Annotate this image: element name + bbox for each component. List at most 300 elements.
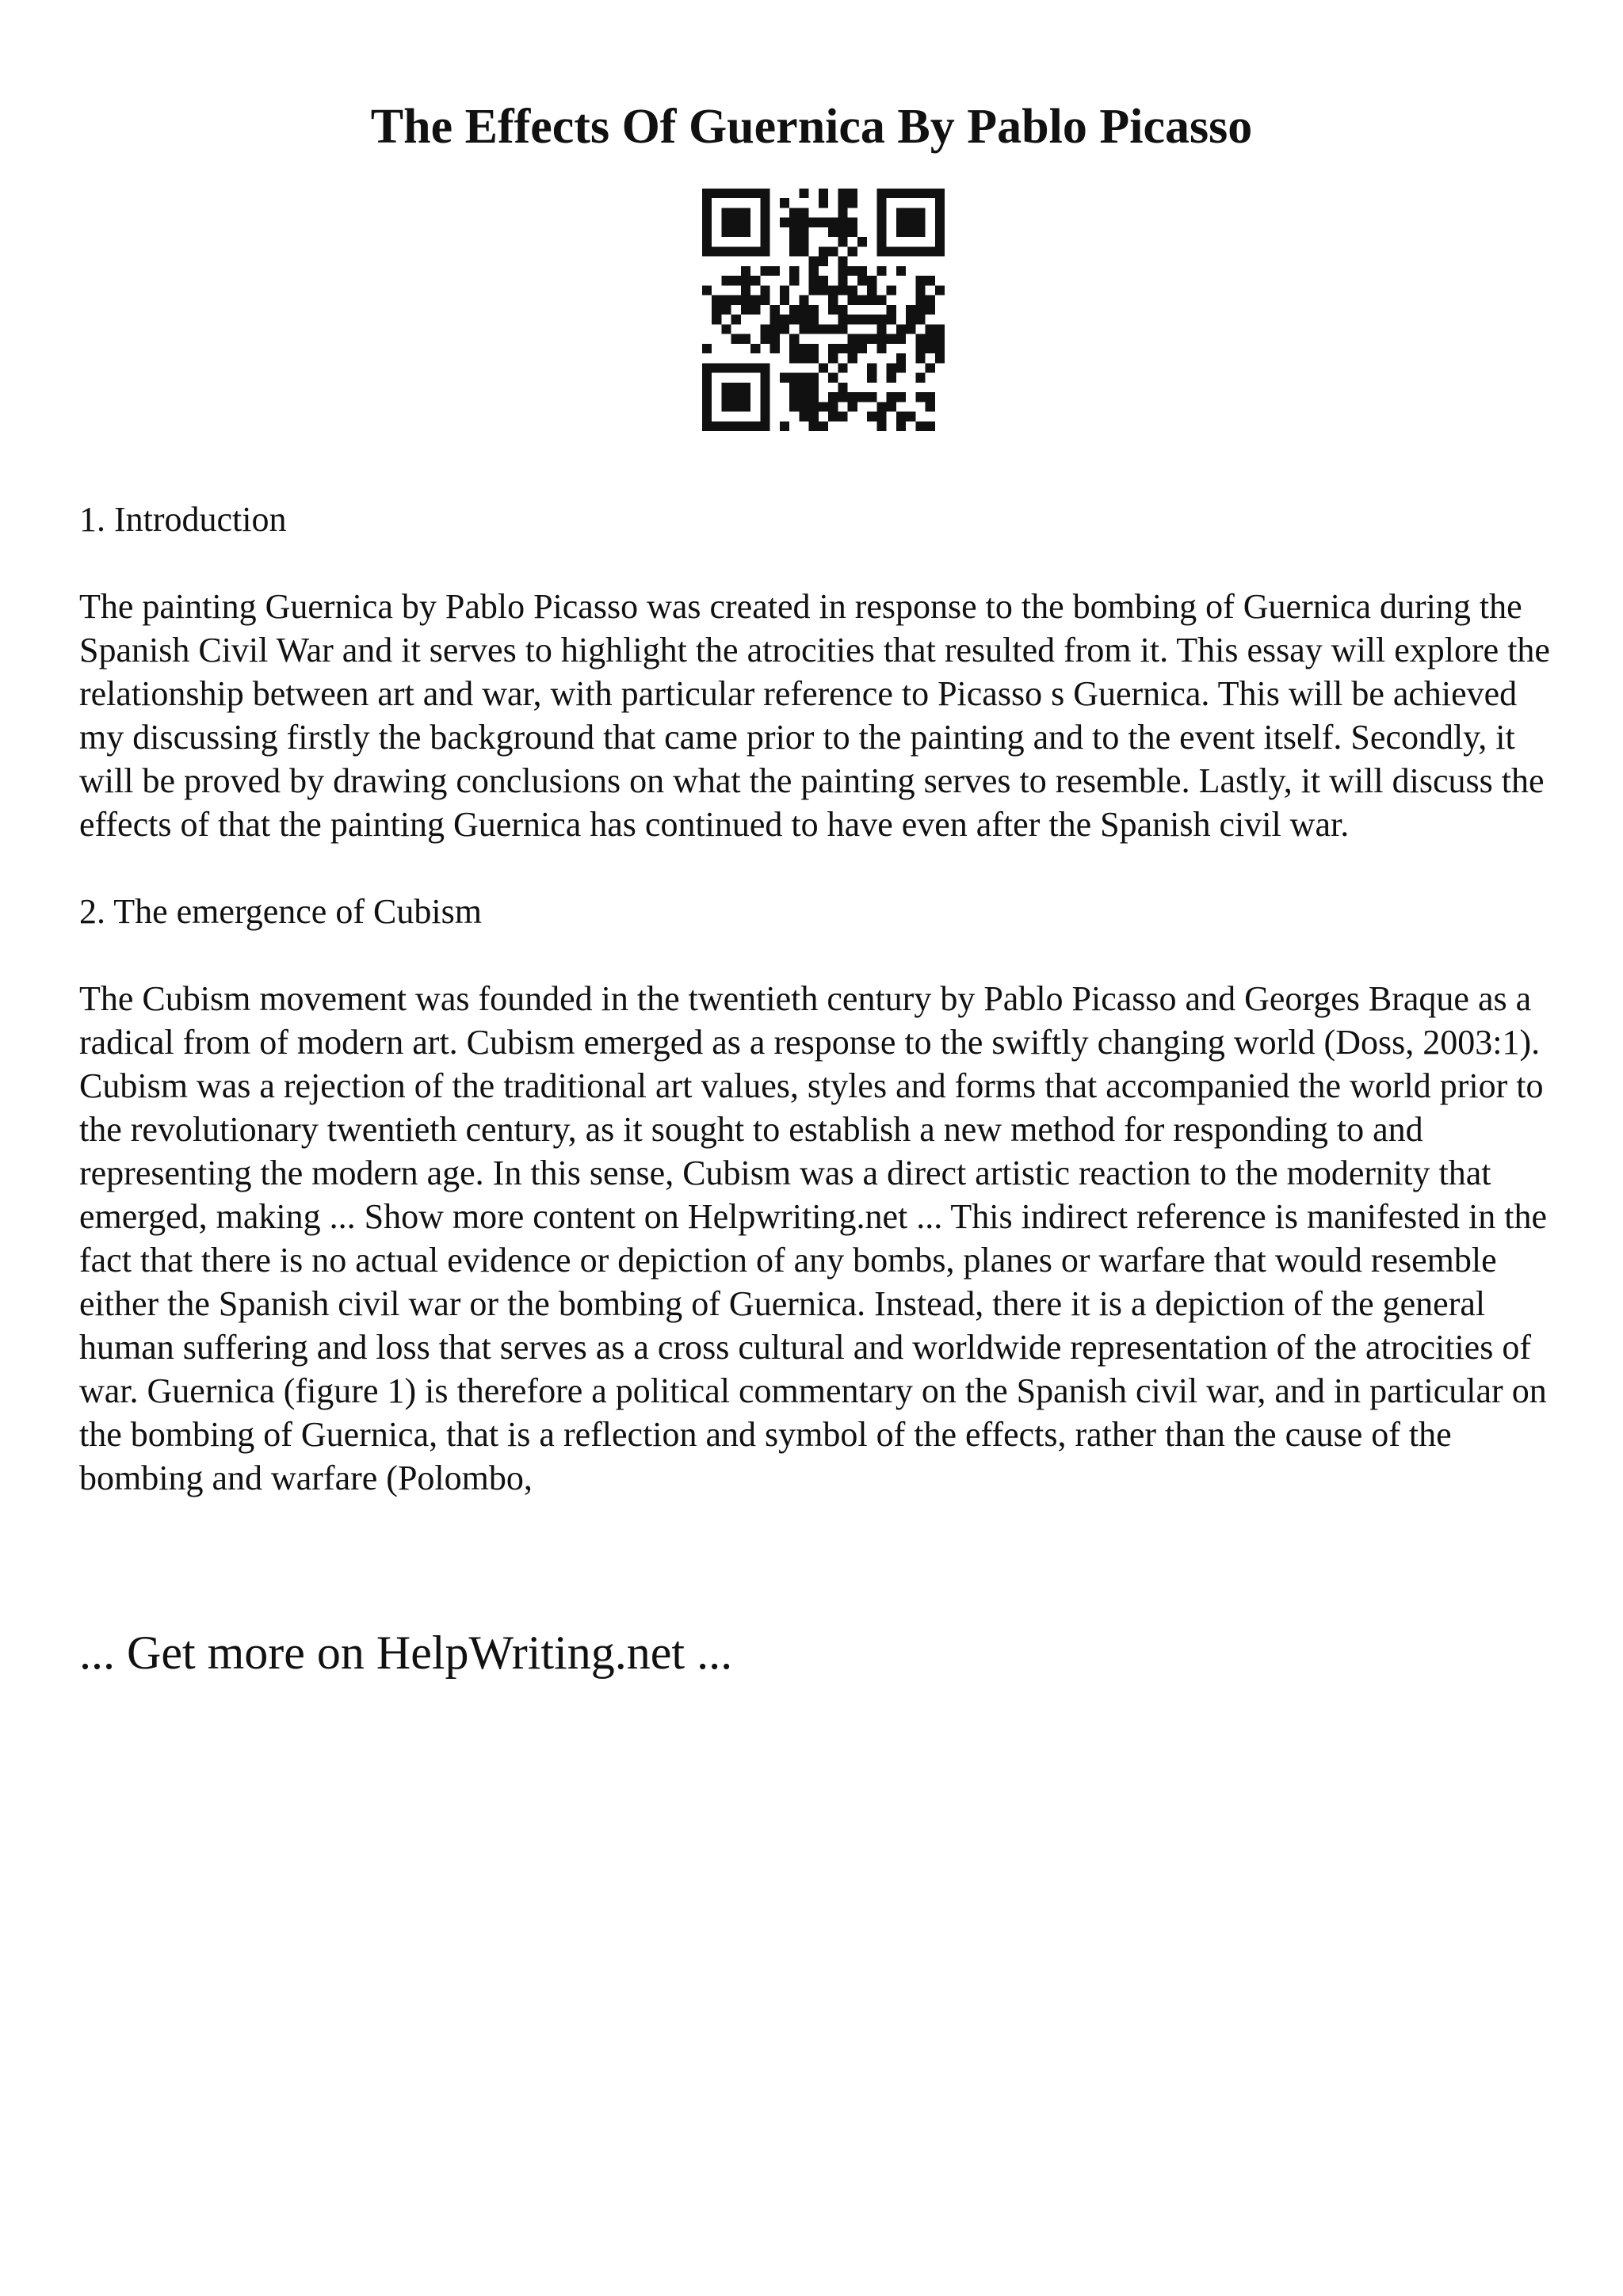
qr-module [721, 296, 731, 305]
qr-module [712, 421, 721, 431]
qr-module [848, 198, 857, 208]
qr-module [935, 324, 945, 334]
get-more-link[interactable]: ... Get more on HelpWriting.net ... [79, 1627, 733, 1679]
section-heading: 2. The emergence of Cubism [79, 892, 482, 931]
qr-module [915, 227, 925, 237]
qr-module [876, 227, 886, 237]
qr-module [887, 305, 896, 315]
qr-module [906, 227, 915, 237]
qr-module [819, 218, 828, 227]
qr-module [848, 402, 857, 411]
qr-module [887, 246, 896, 256]
qr-module [702, 392, 712, 402]
qr-module [770, 334, 780, 344]
qr-module [935, 353, 945, 363]
qr-module [848, 344, 857, 353]
qr-module [770, 315, 780, 324]
qr-module [809, 402, 819, 411]
qr-module [828, 296, 838, 305]
qr-module [915, 334, 925, 344]
qr-module [838, 383, 847, 392]
qr-module [896, 412, 906, 421]
section-paragraph: The painting Guernica by Pablo Picasso was created in response to the bombing of Guernica during the Spanish Civil War and it serves to highlight the atrocities that resulted from it. This essay will explore the relationship between art and war, with particular reference to Picasso s Guernica. This will be achieved my discussing firstly the background that came prior to the painting and to the event itself. Secondly, it will be proved by drawing conclusions on what the painting serves to resemble. Lastly, it will discuss the effects of that the painting Guernica has continued to have even after the Spanish civil war. [79, 587, 1550, 844]
qr-module [887, 392, 896, 402]
qr-module [935, 285, 945, 295]
qr-module [799, 315, 808, 324]
qr-module [799, 324, 808, 334]
qr-module [789, 266, 799, 276]
qr-module [935, 189, 945, 198]
qr-module [789, 334, 799, 344]
qr-module [828, 353, 838, 363]
qr-module [828, 412, 838, 421]
qr-module [896, 246, 906, 256]
qr-module [750, 276, 760, 285]
qr-module [789, 227, 799, 237]
qr-module [935, 344, 945, 353]
qr-module [750, 305, 760, 315]
qr-module [750, 344, 760, 353]
qr-module [799, 237, 808, 246]
qr-module [915, 218, 925, 227]
qr-module [731, 189, 741, 198]
qr-module [857, 296, 867, 305]
qr-module [926, 421, 935, 431]
qr-module [799, 373, 808, 383]
qr-module [838, 412, 847, 421]
qr-module [848, 392, 857, 402]
qr-module [915, 373, 925, 383]
qr-module [809, 266, 819, 276]
qr-module [848, 227, 857, 237]
qr-module [702, 227, 712, 237]
qr-module [780, 285, 789, 295]
qr-module [867, 285, 876, 295]
qr-module [780, 324, 789, 334]
qr-module [731, 315, 741, 324]
qr-module [896, 266, 906, 276]
qr-module [867, 315, 876, 324]
qr-module [926, 305, 935, 315]
qr-module [702, 208, 712, 217]
qr-module [809, 383, 819, 392]
qr-module [780, 218, 789, 227]
section-cubism [79, 890, 1561, 1500]
qr-module [780, 421, 789, 431]
qr-module [780, 315, 789, 324]
qr-module [915, 276, 925, 285]
qr-module [809, 373, 819, 383]
qr-module [876, 189, 886, 198]
qr-module [876, 208, 886, 217]
qr-module [867, 373, 876, 383]
qr-module [702, 373, 712, 383]
qr-module [828, 246, 838, 256]
qr-module [789, 218, 799, 227]
qr-module [935, 227, 945, 237]
qr-module [809, 421, 819, 431]
qr-module [838, 305, 847, 315]
qr-module [760, 383, 769, 392]
qr-module [926, 296, 935, 305]
qr-module [731, 246, 741, 256]
qr-module [896, 334, 906, 344]
qr-module [809, 353, 819, 363]
qr-module [819, 402, 828, 411]
qr-module [731, 363, 741, 372]
qr-module [789, 305, 799, 315]
qr-module [702, 402, 712, 411]
qr-module [789, 353, 799, 363]
qr-module [915, 315, 925, 324]
qr-module [712, 363, 721, 372]
qr-module [741, 285, 750, 295]
qr-module [876, 198, 886, 208]
qr-module [926, 363, 935, 372]
qr-module [876, 315, 886, 324]
qr-module [702, 421, 712, 431]
qr-module [702, 198, 712, 208]
qr-module [760, 296, 769, 305]
qr-module [926, 189, 935, 198]
qr-module [770, 344, 780, 353]
qr-module [896, 227, 906, 237]
qr-module [896, 218, 906, 227]
qr-module [906, 412, 915, 421]
qr-module [848, 334, 857, 344]
qr-module [887, 189, 896, 198]
qr-module [789, 383, 799, 392]
qr-module [702, 344, 712, 353]
qr-module [731, 392, 741, 402]
qr-module [838, 208, 847, 217]
qr-module [906, 189, 915, 198]
qr-module [731, 227, 741, 237]
qr-module [809, 344, 819, 353]
qr-module [799, 392, 808, 402]
qr-module [915, 353, 925, 363]
qr-module [848, 266, 857, 276]
qr-module [915, 305, 925, 315]
section-heading: 1. Introduction [79, 500, 287, 539]
qr-module [780, 373, 789, 383]
qr-module [867, 334, 876, 344]
qr-module [702, 246, 712, 256]
qr-module [819, 276, 828, 285]
qr-module [896, 324, 906, 334]
qr-module [780, 198, 789, 208]
qr-module [876, 421, 886, 431]
qr-module [760, 402, 769, 411]
qr-module [915, 421, 925, 431]
qr-module [712, 315, 721, 324]
qr-module [838, 266, 847, 276]
qr-module [876, 324, 886, 334]
qr-module [760, 334, 769, 344]
qr-module [828, 402, 838, 411]
qr-module [906, 324, 915, 334]
qr-module [760, 412, 769, 421]
qr-module [887, 373, 896, 383]
qr-module [926, 402, 935, 411]
qr-module [799, 383, 808, 392]
qr-module [702, 189, 712, 198]
qr-module [887, 363, 896, 372]
qr-module [741, 266, 750, 276]
qr-module [760, 285, 769, 295]
qr-module [828, 373, 838, 383]
qr-module [789, 246, 799, 256]
qr-module [915, 208, 925, 217]
qr-module [926, 246, 935, 256]
qr-module [799, 227, 808, 237]
qr-module [741, 276, 750, 285]
qr-module [876, 218, 886, 227]
qr-module [750, 296, 760, 305]
qr-module [741, 305, 750, 315]
qr-module [887, 285, 896, 295]
qr-module [915, 246, 925, 256]
qr-module [848, 218, 857, 227]
qr-module [935, 218, 945, 227]
qr-module [876, 246, 886, 256]
qr-module [915, 285, 925, 295]
qr-module [760, 363, 769, 372]
qr-module [799, 353, 808, 363]
qr-module [789, 237, 799, 246]
qr-module [702, 363, 712, 372]
qr-module [721, 324, 731, 334]
qr-module [721, 189, 731, 198]
qr-module [741, 218, 750, 227]
qr-module [741, 421, 750, 431]
qr-module [935, 237, 945, 246]
qr-module [926, 324, 935, 334]
qr-module [799, 305, 808, 315]
qr-module [750, 246, 760, 256]
qr-module [915, 344, 925, 353]
qr-module [819, 421, 828, 431]
qr-module [876, 402, 886, 411]
qr-module [809, 315, 819, 324]
qr-module [906, 218, 915, 227]
qr-module [935, 208, 945, 217]
qr-module [819, 246, 828, 256]
qr-module [760, 189, 769, 198]
qr-module [906, 208, 915, 217]
qr-module [906, 315, 915, 324]
qr-module [799, 344, 808, 353]
qr-module [741, 392, 750, 402]
qr-module [809, 276, 819, 285]
qr-module [760, 237, 769, 246]
qr-module [799, 296, 808, 305]
qr-module [838, 315, 847, 324]
qr-module [867, 363, 876, 372]
qr-module [721, 421, 731, 431]
qr-module [721, 305, 731, 315]
qr-module [828, 218, 838, 227]
qr-module [799, 218, 808, 227]
qr-module [828, 392, 838, 402]
qr-module [789, 315, 799, 324]
qr-module [760, 392, 769, 402]
qr-module [838, 324, 847, 334]
section-introduction [79, 498, 1561, 846]
qr-module [809, 412, 819, 421]
qr-module [896, 189, 906, 198]
qr-module [789, 276, 799, 285]
qr-module [809, 285, 819, 295]
qr-module [926, 276, 935, 285]
qr-module [838, 237, 847, 246]
qr-module [741, 402, 750, 411]
qr-module [721, 363, 731, 372]
qr-module [702, 383, 712, 392]
qr-module [915, 189, 925, 198]
qr-module [819, 198, 828, 208]
qr-module [741, 296, 750, 305]
qr-module [935, 334, 945, 344]
page-title: The Effects Of Guernica By Pablo Picasso [370, 100, 1253, 154]
qr-module [848, 353, 857, 363]
qr-module [848, 296, 857, 305]
qr-module [838, 257, 847, 266]
qr-module [721, 218, 731, 227]
qr-module [848, 315, 857, 324]
qr-module [867, 296, 876, 305]
qr-module [848, 189, 857, 198]
qr-module [838, 276, 847, 285]
qr-module [760, 246, 769, 256]
qr-module [876, 334, 886, 344]
qr-module [838, 344, 847, 353]
qr-module [838, 363, 847, 372]
qr-module [741, 189, 750, 198]
section-paragraph: The Cubism movement was founded in the twentieth century by Pablo Picasso and Georges Braque as a radical from of modern art. Cubism emerged as a response to the swiftly changing world (Doss, 2003:1). Cubism was a rejection of the traditional art values, styles and forms that accompanied the world prior to the revolutionary twentieth century, as it sought to establish a new method for responding to and representing the modern age. In this sense, Cubism was a direct artistic reaction to the modernity that emerged, making ... Show more content on Helpwriting.net ... This indirect reference is manifested in the fact that there is no actual evidence or depiction of any bombs, planes or warfare that would resemble either the Spanish civil war or the bombing of Guernica. Instead, there it is a depiction of the general human suffering and loss that serves as a cross cultural and worldwide representation of the atrocities of war. Guernica (figure 1) is therefore a political commentary on the Spanish civil war, and in particular on the bombing of Guernica, that is a reflection and symbol of the effects, rather than the cause of the bombing and warfare (Polombo, [79, 979, 1547, 1497]
qr-module [926, 344, 935, 353]
qr-module [838, 218, 847, 227]
qr-module [731, 402, 741, 411]
qr-module [906, 246, 915, 256]
qr-module [789, 373, 799, 383]
qr-module [838, 392, 847, 402]
qr-module [867, 412, 876, 421]
qr-module [789, 208, 799, 217]
qr-module [867, 392, 876, 402]
qr-module [750, 421, 760, 431]
qr-module [799, 402, 808, 411]
qr-module [906, 305, 915, 315]
qr-module [789, 392, 799, 402]
qr-module [896, 208, 906, 217]
qr-code-icon [702, 189, 945, 431]
qr-module [896, 421, 906, 431]
qr-module [809, 305, 819, 315]
qr-module [819, 324, 828, 334]
qr-module [721, 276, 731, 285]
qr-module [731, 421, 741, 431]
qr-module [741, 208, 750, 217]
qr-module [799, 208, 808, 217]
qr-module [926, 334, 935, 344]
qr-module [760, 421, 769, 431]
qr-module [799, 412, 808, 421]
qr-module [828, 285, 838, 295]
qr-module [857, 276, 867, 285]
qr-module [857, 315, 867, 324]
qr-module [741, 246, 750, 256]
qr-module [721, 392, 731, 402]
qr-module [770, 324, 780, 334]
qr-module [799, 246, 808, 256]
qr-module [838, 285, 847, 295]
qr-module [721, 208, 731, 217]
qr-module [731, 218, 741, 227]
qr-module [702, 218, 712, 227]
qr-module [857, 266, 867, 276]
qr-module [721, 402, 731, 411]
qr-module [750, 189, 760, 198]
qr-module [876, 296, 886, 305]
qr-module [809, 257, 819, 266]
qr-module [760, 266, 769, 276]
qr-module [887, 334, 896, 344]
qr-module [819, 285, 828, 295]
qr-module [896, 363, 906, 372]
qr-module [741, 383, 750, 392]
qr-module [760, 198, 769, 208]
qr-module [809, 324, 819, 334]
qr-module [760, 208, 769, 217]
qr-module [848, 285, 857, 295]
qr-module [750, 363, 760, 372]
qr-module [915, 296, 925, 305]
qr-module [838, 227, 847, 237]
qr-module [712, 305, 721, 315]
qr-module [712, 296, 721, 305]
qr-module [731, 334, 741, 344]
qr-module [780, 296, 789, 305]
qr-module [760, 373, 769, 383]
qr-module [741, 334, 750, 344]
qr-module [760, 227, 769, 237]
qr-module [828, 227, 838, 237]
qr-module [741, 227, 750, 237]
qr-module [731, 296, 741, 305]
qr-module [838, 189, 847, 198]
qr-module [876, 237, 886, 246]
qr-module [828, 305, 838, 315]
qr-module [731, 276, 741, 285]
qr-module [789, 344, 799, 353]
qr-module [799, 189, 808, 198]
qr-module [867, 276, 876, 285]
qr-module [896, 353, 906, 363]
qr-module [760, 324, 769, 334]
qr-module [702, 412, 712, 421]
qr-module [809, 392, 819, 402]
qr-module [828, 344, 838, 353]
qr-module [915, 392, 925, 402]
qr-module [935, 198, 945, 208]
qr-module [721, 383, 731, 392]
qr-module [760, 218, 769, 227]
qr-module [887, 402, 896, 411]
qr-module [712, 246, 721, 256]
document-body [79, 498, 1561, 1543]
qr-module [741, 363, 750, 372]
